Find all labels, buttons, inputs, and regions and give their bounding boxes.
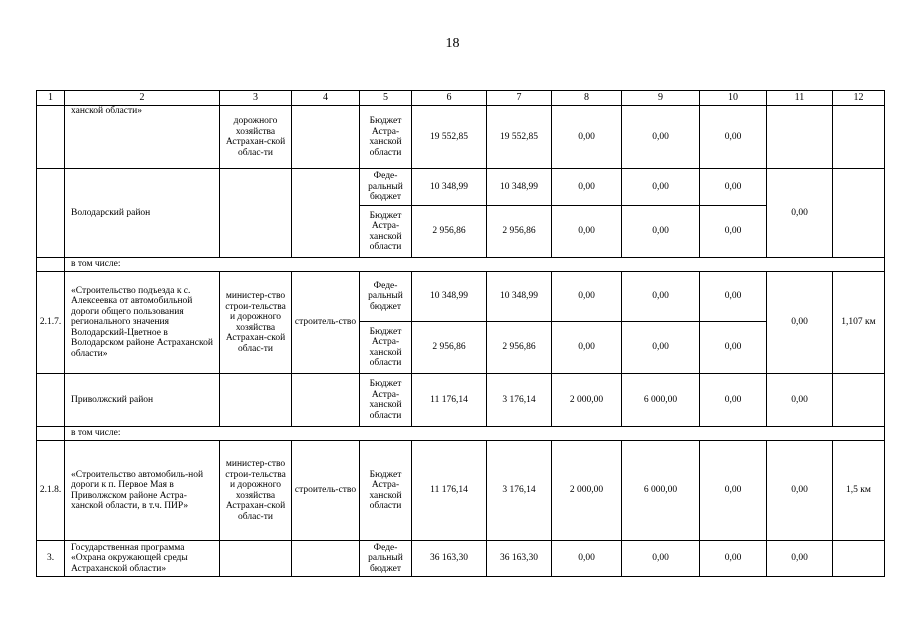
cell-value: 36 163,30 <box>412 541 487 577</box>
cell <box>37 106 65 169</box>
cell <box>37 427 65 441</box>
cell <box>767 106 833 169</box>
cell-value: 0,00 <box>700 374 767 427</box>
cell-name: «Строительство подъезда к с. Алексеевка от автомобильной дороги общего пользования регионального значения Володарский-Цветное в Володарском районе Астраханской области» <box>65 272 220 374</box>
cell-number: 3. <box>37 541 65 577</box>
cell-value: 0,00 <box>552 169 622 206</box>
table-row <box>37 272 885 322</box>
cell-value: 0,00 <box>767 441 833 541</box>
cell-source: Бюджет Астра-ханской области <box>360 374 412 427</box>
cell <box>220 541 292 577</box>
cell-name: ханской области» <box>65 106 220 169</box>
cell-value: 0,00 <box>700 322 767 374</box>
cell-value: 36 163,30 <box>487 541 552 577</box>
cell-value: 10 348,99 <box>412 169 487 206</box>
cell <box>292 541 360 577</box>
cell <box>292 169 360 258</box>
cell-value: 0,00 <box>552 206 622 258</box>
cell-value: 19 552,85 <box>487 106 552 169</box>
cell-value: 11 176,14 <box>412 441 487 541</box>
cell-value: 0,00 <box>552 106 622 169</box>
cell-subheading: в том числе: <box>65 258 885 272</box>
col-header: 4 <box>292 91 360 106</box>
table-row <box>37 106 885 169</box>
cell-source: Бюджет Астра-ханской области <box>360 206 412 258</box>
table-row <box>37 374 885 427</box>
cell-value: 0,00 <box>767 169 833 258</box>
cell-value: 2 956,86 <box>487 322 552 374</box>
cell-type: строитель-ство <box>292 441 360 541</box>
table-row <box>37 441 885 541</box>
col-header: 3 <box>220 91 292 106</box>
cell-value: 3 176,14 <box>487 374 552 427</box>
cell-value: 0,00 <box>622 541 700 577</box>
cell-value: 10 348,99 <box>487 272 552 322</box>
col-header: 12 <box>833 91 885 106</box>
cell-length: 1,5 км <box>833 441 885 541</box>
cell-value: 19 552,85 <box>412 106 487 169</box>
cell-name: Приволжский район <box>65 374 220 427</box>
cell-value: 0,00 <box>700 441 767 541</box>
budget-table <box>36 90 885 577</box>
col-header: 11 <box>767 91 833 106</box>
cell-value: 10 348,99 <box>487 169 552 206</box>
col-header: 1 <box>37 91 65 106</box>
cell <box>37 258 65 272</box>
table-row <box>37 427 885 441</box>
cell-value: 0,00 <box>622 169 700 206</box>
cell-executor: министер-ство строи-тельства и дорожного хозяйства Астрахан-ской облас-ти <box>220 272 292 374</box>
cell-length: 1,107 км <box>833 272 885 374</box>
cell-value: 0,00 <box>700 106 767 169</box>
cell <box>833 106 885 169</box>
cell-source: Бюджет Астра-ханской области <box>360 441 412 541</box>
cell-executor: министер-ство строи-тельства и дорожного хозяйства Астрахан-ской облас-ти <box>220 441 292 541</box>
table-row <box>37 258 885 272</box>
cell-value: 0,00 <box>700 541 767 577</box>
cell <box>833 374 885 427</box>
cell-value: 0,00 <box>622 272 700 322</box>
cell-name: Государственная программа «Охрана окружающей среды Астраханской области» <box>65 541 220 577</box>
cell-executor: дорожного хозяйства Астрахан-ской облас-ти <box>220 106 292 169</box>
cell-value: 0,00 <box>700 206 767 258</box>
col-header: 6 <box>412 91 487 106</box>
cell-value: 0,00 <box>622 106 700 169</box>
cell-value: 0,00 <box>767 374 833 427</box>
cell <box>833 541 885 577</box>
cell <box>833 169 885 258</box>
cell-value: 6 000,00 <box>622 374 700 427</box>
cell-number: 2.1.7. <box>37 272 65 374</box>
table-row <box>37 541 885 577</box>
cell-value: 0,00 <box>622 206 700 258</box>
cell-number: 2.1.8. <box>37 441 65 541</box>
cell <box>37 169 65 258</box>
cell-source: Бюджет Астра-ханской области <box>360 322 412 374</box>
cell-name: Володарский район <box>65 169 220 258</box>
cell-value: 0,00 <box>700 272 767 322</box>
cell-value: 0,00 <box>767 272 833 374</box>
cell-source: Феде-ральный бюджет <box>360 541 412 577</box>
cell-value: 3 176,14 <box>487 441 552 541</box>
cell-value: 6 000,00 <box>622 441 700 541</box>
cell <box>220 169 292 258</box>
cell-value: 0,00 <box>552 322 622 374</box>
cell-value: 2 000,00 <box>552 441 622 541</box>
cell-value: 0,00 <box>552 541 622 577</box>
cell-type: строитель-ство <box>292 272 360 374</box>
cell-value: 0,00 <box>767 541 833 577</box>
col-header: 2 <box>65 91 220 106</box>
cell-subheading: в том числе: <box>65 427 885 441</box>
col-header: 9 <box>622 91 700 106</box>
cell-value: 0,00 <box>700 169 767 206</box>
cell-source: Феде-ральный бюджет <box>360 272 412 322</box>
cell-value: 11 176,14 <box>412 374 487 427</box>
table-row <box>37 169 885 206</box>
cell-source: Бюджет Астра-ханской области <box>360 106 412 169</box>
col-header: 8 <box>552 91 622 106</box>
cell-source: Феде-ральный бюджет <box>360 169 412 206</box>
cell <box>220 374 292 427</box>
cell-value: 2 956,86 <box>412 322 487 374</box>
cell-value: 0,00 <box>552 272 622 322</box>
col-header: 7 <box>487 91 552 106</box>
cell-value: 2 956,86 <box>487 206 552 258</box>
cell-value: 10 348,99 <box>412 272 487 322</box>
page-number: 18 <box>445 36 460 51</box>
col-header: 10 <box>700 91 767 106</box>
cell-value: 2 000,00 <box>552 374 622 427</box>
col-header: 5 <box>360 91 412 106</box>
cell <box>292 106 360 169</box>
cell <box>37 374 65 427</box>
cell <box>292 374 360 427</box>
cell-value: 0,00 <box>622 322 700 374</box>
header-row <box>37 91 885 106</box>
cell-value: 2 956,86 <box>412 206 487 258</box>
cell-name: «Строительство автомобиль-ной дороги к п. Первое Мая в Приволжском районе Астра-ханской области, в т.ч. ПИР» <box>65 441 220 541</box>
